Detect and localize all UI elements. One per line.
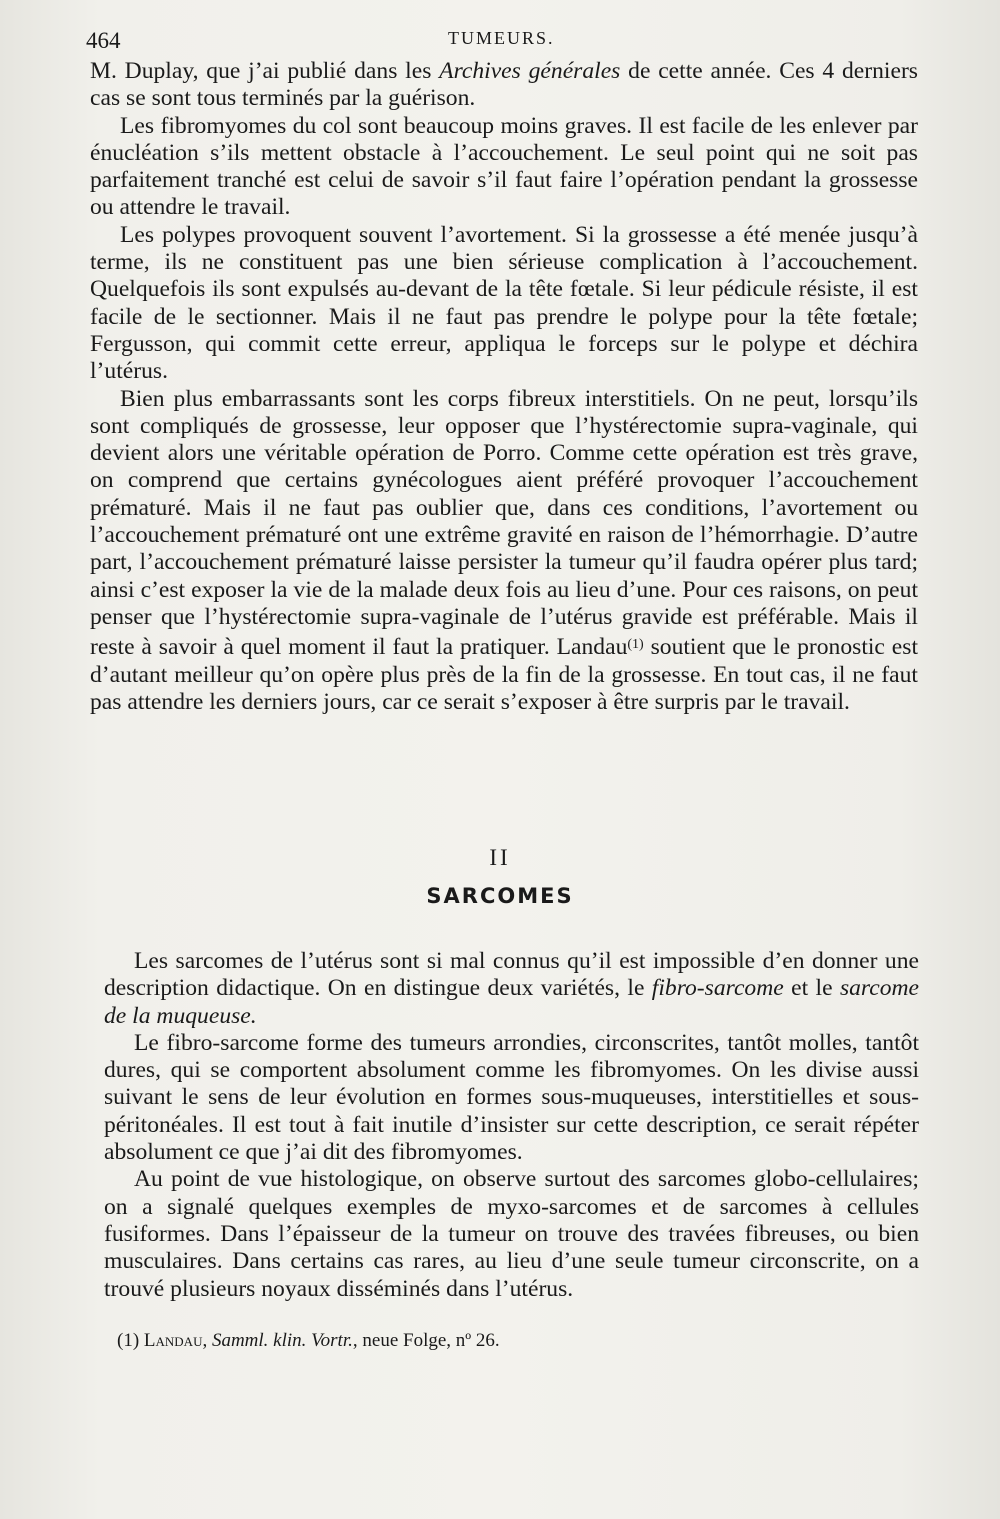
text-run: et le xyxy=(783,975,840,1002)
text-run: de cette année. Ces 4 derniers cas se sont tous terminés par la guérison. xyxy=(90,58,918,112)
italic-text: fibro-sarcome xyxy=(651,975,784,1002)
footnote-mark: (1) xyxy=(117,1330,140,1351)
page-header xyxy=(86,22,926,52)
text-run: soutient que le pronostic est d’autant meilleur qu’on opère plus près de la fin de la grossesse. En tout cas, il ne faut pas attendre les derniers jours, car ce serait s’exposer à être surpris par le travail. xyxy=(90,634,918,715)
section-sarcomes-text xyxy=(104,948,919,1303)
text-run: , neue Folge, nº 26. xyxy=(352,1330,500,1351)
page-number: 464 xyxy=(86,28,121,53)
paragraph xyxy=(104,948,919,1030)
paragraph: Le fibro-sarcome forme des tumeurs arrondies, circonscrites, tantôt molles, tantôt dures, qui se comportent absolument comme les fibromyomes. On les divise aussi suivant le sens de leur évolution en formes sous-muqueuses, interstitielles et sous-péritonéales. Il est tout à fait inutile d’insister sur cette description, ce serait répéter absolument ce que j’ai dit des fibromyomes. xyxy=(104,1029,919,1166)
section-title: SARCOMES xyxy=(426,884,574,908)
footnote-title: Samml. klin. Vortr. xyxy=(211,1330,353,1351)
italic-text: sarcome de la muqueuse. xyxy=(104,975,920,1029)
paragraph xyxy=(90,58,918,113)
section-number: II xyxy=(489,845,511,870)
footnote xyxy=(117,1330,500,1352)
text-run: Bien plus embarrassants sont les corps fibreux interstitiels. On ne peut, lorsqu’ils sont compliqués de grossesse, leur opposer que l’hystérectomie supra-vaginale, qui devient alors une véritable opération de Porro. Comme cette opération est très grave, on comprend que certains gynécologues aient préféré provoquer l’accouchement prématuré. Mais il ne faut pas oublier que, dans ces conditions, l’avortement ou l’accouchement prématuré ont une extrême gravité en raison de l’hémorrhagie. D’autre part, l’accouchement prématuré laisse persister la tumeur qu’il faudra opérer plus tard; ainsi c’est exposer la vie de la malade deux fois au lieu d’une. Pour ces raisons, on peut penser que l’hystérectomie supra-vaginale de l’utérus gravide est préférable. Mais il reste à savoir à quel moment il faut la pratiquer. Landau xyxy=(90,385,918,661)
footnote-reference: (1) xyxy=(627,637,644,653)
paragraph: Les polypes provoquent souvent l’avortement. Si la grossesse a été menée jusqu’à terme, ils ne constituent pas une bien sérieuse complication à l’accouchement. Quelquefois ils sont expulsés au-devant de la tête fœtale. Si leur pédicule résiste, il est facile de le sectionner. Mais il ne faut pas prendre le polype pour la tête fœtale; Fergusson, qui commit cette erreur, appliqua le forceps sur le polype et déchira l’utérus. xyxy=(90,221,918,385)
paragraph: Les fibromyomes du col sont beaucoup moins graves. Il est facile de les enlever par énucléation s’ils mettent obstacle à l’accouchement. Le seul point qui ne soit pas parfaitement tranché est celui de savoir s’il faut faire l’opération pendant la grossesse ou attendre le travail. xyxy=(90,112,918,221)
italic-text: Archives générales xyxy=(439,58,621,84)
text-run: Les sarcomes de l’utérus sont si mal connus qu’il est impossible d’en donner une description didactique. On en distingue deux variétés, le xyxy=(104,948,919,1002)
section-fibromyomes-text xyxy=(90,58,918,716)
paragraph xyxy=(90,386,918,717)
text-run: M. Duplay, que j’ai publié dans les xyxy=(90,58,440,84)
footnote-author: Landau xyxy=(143,1330,203,1351)
text-run: , xyxy=(202,1330,212,1351)
running-head: TUMEURS. xyxy=(448,28,555,48)
paragraph: Au point de vue histologique, on observe surtout des sarcomes globo-cellulaires; on a signalé quelques exemples de myxo-sarcomes et de sarcomes à cellules fusiformes. Dans l’épaisseur de la tumeur on trouve des travées fibreuses, ou bien musculaires. Dans certains cas rares, au lieu d’une seule tumeur circonscrite, on a trouvé plusieurs noyaux disséminés dans l’utérus. xyxy=(104,1166,919,1302)
